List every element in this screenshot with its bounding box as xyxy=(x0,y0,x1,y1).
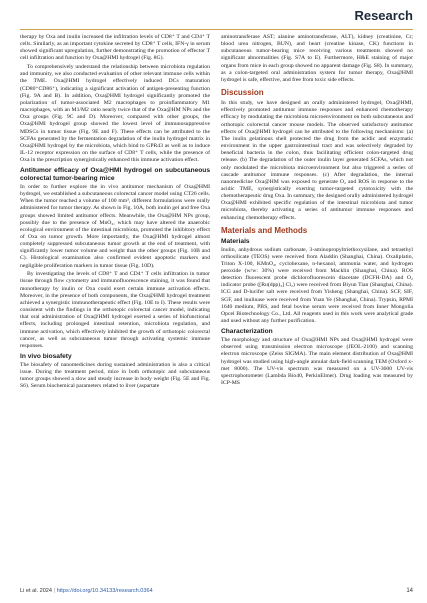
page-footer xyxy=(20,588,413,598)
section-heading-methods: Materials and Methods xyxy=(221,225,308,235)
subsection-heading: Antitumor efficacy of Oxa@HMI hydrogel on subcutaneous colorectal tumor-bearing mice xyxy=(20,167,210,183)
paragraph: In this study, we have designed an orally administered hydrogel, Oxa@HMI, effectively promoted antitumor immune responses and enhanced chemotherapy efficacy by modulating the microbiota microenvironment on both subcutaneous and orthotopic colorectal cancer mouse models. The observed satisfactory antitumor effects of Oxa@HMI hydrogel can be attributed to the following mechanisms: (a) The inulin gelatinous shell protected the drug from the acidic and enzymatic environment in the upper gastrointestinal tract and was selectively degraded by beneficial bacteria in the colon, thus facilitating efficient colon-targeted drug release. (b) The degradation of the outer inulin layer generated SCFAs, which not only modulated the microbiota microenvironment but also triggered a series of cascade antitumor immune responses. (c) After degradation, the internal nanomedicine Oxa@HM was exposed to generate O₂ and ROS in response to the acidic TME, synergistically exerting tumor-targeted cytotoxicity with the chemotherapeutic drug Oxa. In summary, the designed orally administered hydrogel Oxa@HMI exhibited specific regulation of the intestinal microbiota and tumor microbiota, thereby activating a series of antitumor immune responses and enhancing chemotherapy effects. xyxy=(221,100,413,221)
paragraph: By investigating the levels of CD8⁺ T and CD4⁺ T cells infiltration in tumor tissue through flow cytometry and immunofluorescence staining, it was found that monotherapy by inulin or Oxa could exert certain immune activation effects. Moreover, in the presence of both components, the Oxa@HMI hydrogel treatment achieved a synergistic immunotherapeutic effect (Fig. 10E to I). These results were consistent with the findings in the orthotopic colorectal cancer model, indicating that oral administration of Oxa@HMI hydrogel exerted a series of biofunctional effects, including prolonged intestinal retention, microbiota regulation, and immune activation, which effectively inhibited the growth of orthotopic colorectal cancer, as well as subcutaneous tumor through activating systemic immune responses. xyxy=(20,271,210,349)
paragraph: Inulin, anhydrous sodium carbonate, 3-aminopropyltriethoxysilane, and tetraethyl orthosilicate (TEOS) were received from Aladdin (Shanghai, China). Oxaliplatin, Triton X-100, KMnO₄, cyclohexane, n-hexanol, ammonia water, and hydrogen peroxide (w/w: 30%) were received from Macklin (Shanghai, China). ROS detection fluorescent probe dichlorofluorescein diacetate (DCFH-DA) and O₂ indicator probe ([Ru(dpp)₃] Cl₂) were received from Biyun Tian (Shanghai, China). ICG and D-lucifer salt were received from Yisheng (Shanghai, China). SCF, SIF, SGF, and inulinase were received from Yuan Ye (Shanghai, China). Trypsin, RPMI 1640 medium, PBS, and fetal bovine serum were received from Inner Mongolia Opcel Biotechnology Co., Ltd. All reagents used in this work were analytical grade and used without any further purification. xyxy=(221,246,413,325)
paragraph: therapy by Oxa and inulin increased the infiltration levels of CD8⁺ T and CD4⁺ T cells. Similarly, as an important cytokine secreted by CD8⁺ T cells, IFN-γ in serum showed significant upregulation, further demonstrating the promotion of effector T cell infiltration and function by Oxa@HMI hydrogel (Fig. 8G). xyxy=(20,34,210,62)
doi-link[interactable]: https://doi.org/10.34133/research.0364 xyxy=(56,588,153,594)
right-column xyxy=(221,34,413,389)
paragraph: aminotransferase AST; alanine aminotransferase, ALT), kidney (creatinine, Cr; blood urea nitrogen, BUN), and heart (creatine kinase, CK) functions in subcutaneous tumor-bearing mice receiving various treatments showed no significant abnormalities (Fig. S7A to E). Furthermore, H&E staining of major organs from mice in each group showed no apparent damage (Fig. S8). In summary, as a colon-targeted oral administration system for tumor therapy, Oxa@HMI hydrogel is safe, effective, and free from toxic side effects. xyxy=(221,34,413,83)
subsection-heading: In vivo biosafety xyxy=(20,353,72,360)
paragraph: The morphology and structure of Oxa@HMI NPs and Oxa@HMI hydrogel were observed using transmission electron microscope (JEOL-2100) and scanning electron microscope (Zeiss SIGMA). The main element distribution of Oxa@HMI hydrogel was studied using high-angle annular dark-field scanning TEM (Oxford x-met 8000). The UV-vis spectrum was measured on a UV-3600 UV-vis spectrophotometer (Lambda Bio40, PerkinElmer). Drug loading was measured by ICP-MS xyxy=(221,337,413,386)
page-number: 14 xyxy=(406,588,413,594)
subsection-heading: Materials xyxy=(221,237,250,245)
header-divider xyxy=(20,29,413,30)
subsection-heading: Characterization xyxy=(221,328,273,336)
footer-separator: | xyxy=(53,588,56,594)
left-column xyxy=(20,34,210,392)
citation-text: Li et al. 2024 xyxy=(20,588,53,594)
footer-citation xyxy=(20,588,153,594)
paragraph: To comprehensively understand the relationship between microbiota regulation and immunity, we also conducted evaluation of other relevant immune cells within the TME. Oxa@HMI hydrogel effectively induced DCs maturation (CD80⁺CD86⁺), indicating a significant activation of antigen-presenting function (Fig. 9A and B). In addition, Oxa@HMI hydrogel significantly promoted the polarization of tumor-associated M2 macrophages to proinflammatory M1 macrophages, with an M1/M2 ratio nearly twice that of the Oxa@HM NPs and the Oxa groups (Fig. 9C and D). Moreover, compared with other groups, the Oxa@HMI hydrogel group showed the lowest level of immunosuppressive MDSCs in tumor tissue (Fig. 9E and F). These effects can be attributed to the SCFAs generated by the fermentation degradation of the inulin hydrogel matrix in Oxa@HMI hydrogel by the microbiota, which bind to GPR43 as well as to induce IL-12 receptor expression on the surface of CD8⁺ T cells, while the presence of Oxa in the prescription synergistically enhanced this immune activation effect. xyxy=(20,64,210,164)
paragraph: The biosafety of nanomedicines during sustained administration is also a critical issue. During the treatment period, mice in both orthotopic and subcutaneous tumor groups showed a slow and steady increase in body weight (Fig. 5E and Fig. S6). Serum biochemical parameters related to liver (aspartate xyxy=(20,361,210,390)
journal-section-title: Research xyxy=(354,8,413,23)
paragraph: In order to further explore the in vivo antitumor mechanism of Oxa@HMI hydrogel, we established a subcutaneous colorectal cancer model using CT26 cells. When the tumor reached a volume of 100 mm³, different formulations were orally administered for tumor therapy. As shown in Fig. 10A, both inulin gel and free Oxa groups showed limited antitumor effects. Meanwhile, the Oxa@HM NPs group, possibly due to the presence of MnO₂, which may have altered the anaerobic ecological environment of the intestinal microbiota, promoted the inhibitory effect of Oxa on tumor growth. More importantly, the Oxa@HMI hydrogel almost completely suppressed subcutaneous tumor growth at the end of treatment, with significantly lower tumor volume and weight than the other groups (Fig. 10B and C). Histological examination also confirmed evident apoptotic markers and negligible proliferation markers in tumor tissue (Fig. 10D). xyxy=(20,183,210,269)
section-heading-discussion: Discussion xyxy=(221,88,264,98)
page-header xyxy=(0,0,427,30)
